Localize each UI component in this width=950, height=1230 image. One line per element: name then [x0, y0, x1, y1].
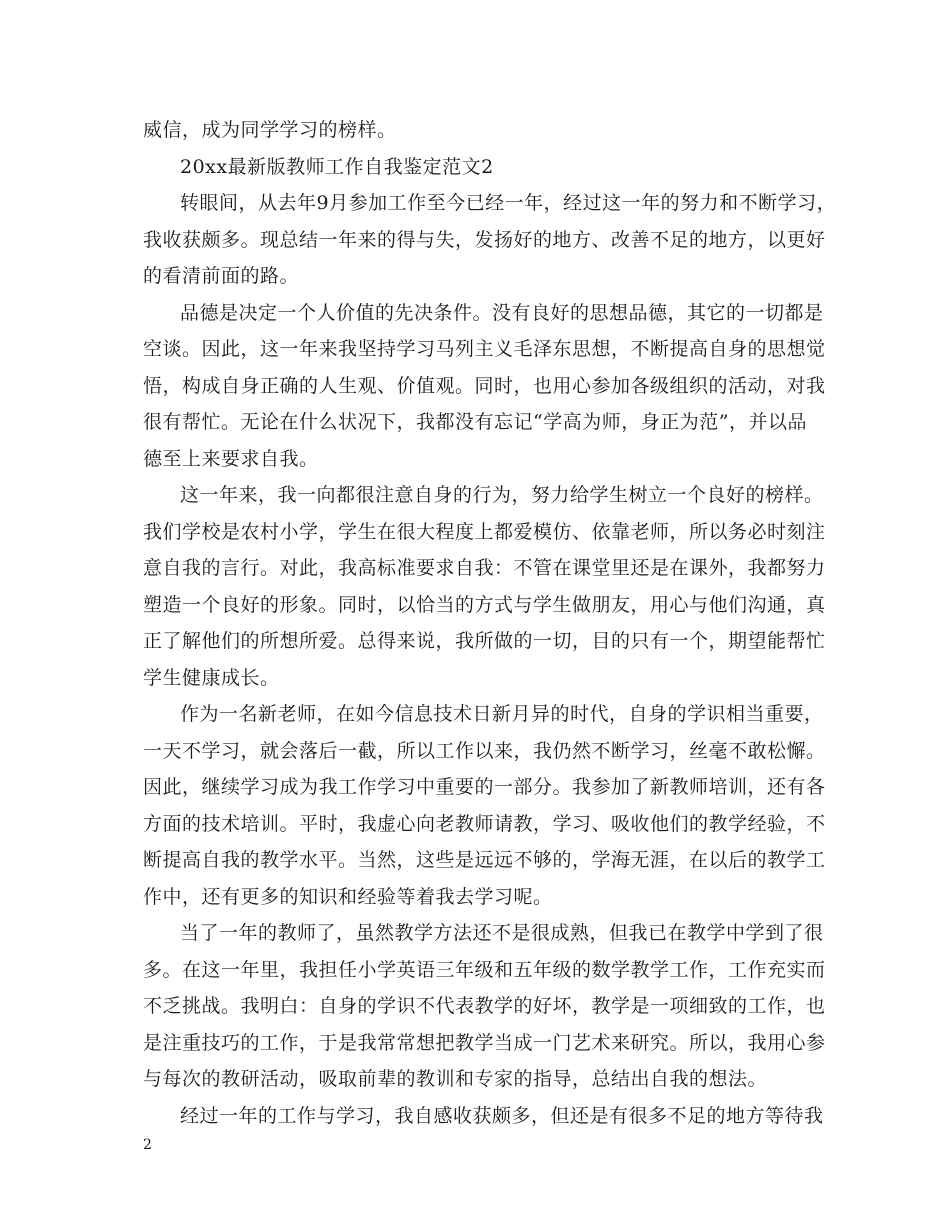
text-line: 我们学校是农村小学，学生在很大程度上都爱模仿、依靠老师，所以务必时刻注: [143, 520, 826, 543]
text-line: 一天不学习，就会落后一截，所以工作以来，我仍然不断学习，丝毫不敢松懈。: [143, 739, 826, 762]
text-line: 塑造一个良好的形象。同时，以恰当的方式与学生做朋友，用心与他们沟通，真: [143, 593, 826, 616]
text-line: 经过一年的工作与学习，我自感收获颇多，但还是有很多不足的地方等待我: [180, 1104, 824, 1127]
text-line: 因此，继续学习成为我工作学习中重要的一部分。我参加了新教师培训，还有各: [143, 776, 826, 798]
text-line: 我收获颇多。现总结一年来的得与失，发扬好的地方、改善不足的地方，以更好: [143, 228, 826, 251]
text-line: 20xx最新版教师工作自我鉴定范文2: [180, 155, 494, 178]
text-line: 德至上来要求自我。: [143, 447, 319, 470]
page-number: 2: [143, 1137, 152, 1153]
text-line: 多。在这一年里，我担任小学英语三年级和五年级的数学教学工作，工作充实而: [143, 958, 826, 981]
text-line: 转眼间，从去年9月参加工作至今已经一年，经过这一年的努力和不断学习，: [180, 192, 837, 214]
document-body: [143, 112, 837, 1134]
text-line: 这一年来，我一向都很注意自身的行为，努力给学生树立一个良好的榜样。: [180, 484, 824, 506]
text-line: 学生健康成长。: [143, 666, 280, 689]
text-line: 的看清前面的路。: [143, 265, 300, 287]
text-line: 当了一年的教师了，虽然教学方法还不是很成熟，但我已在教学中学到了很: [180, 922, 824, 944]
text-line: 威信，成为同学学习的榜样。: [143, 119, 397, 141]
text-line: 作中，还有更多的知识和经验等着我去学习呢。: [143, 885, 553, 908]
text-line: 意自我的言行。对此，我高标准要求自我：不管在课堂里还是在课外，我都努力: [143, 557, 826, 579]
text-line: 很有帮忙。无论在什么状况下，我都没有忘记“学高为师，身正为范”，并以品: [143, 411, 807, 433]
text-line: 作为一名新老师，在如今信息技术日新月异的时代，自身的学识相当重要，: [180, 703, 824, 725]
text-line: 断提高自我的教学水平。当然，这些是远远不够的，学海无涯，在以后的教学工: [143, 849, 826, 871]
text-line: 空谈。因此，这一年来我坚持学习马列主义毛泽东思想，不断提高自身的思想觉: [143, 338, 826, 360]
text-line: 正了解他们的所想所爱。总得来说，我所做的一切，目的只有一个，期望能帮忙: [143, 630, 826, 652]
text-line: 品德是决定一个人价值的先决条件。没有良好的思想品德，其它的一切都是: [180, 301, 824, 324]
text-line: 不乏挑战。我明白：自身的学识不代表教学的好坏，教学是一项细致的工作，也: [143, 995, 826, 1017]
text-line: 与每次的教研活动，吸取前辈的教训和专家的指导，总结出自我的想法。: [143, 1068, 768, 1090]
text-line: 悟，构成自身正确的人生观、价值观。同时，也用心参加各级组织的活动，对我: [143, 374, 826, 397]
text-line: 是注重技巧的工作，于是我常常想把教学当成一门艺术来研究。所以，我用心参: [143, 1031, 826, 1054]
text-line: 方面的技术培训。平时，我虚心向老教师请教，学习、吸收他们的教学经验，不: [143, 812, 826, 835]
